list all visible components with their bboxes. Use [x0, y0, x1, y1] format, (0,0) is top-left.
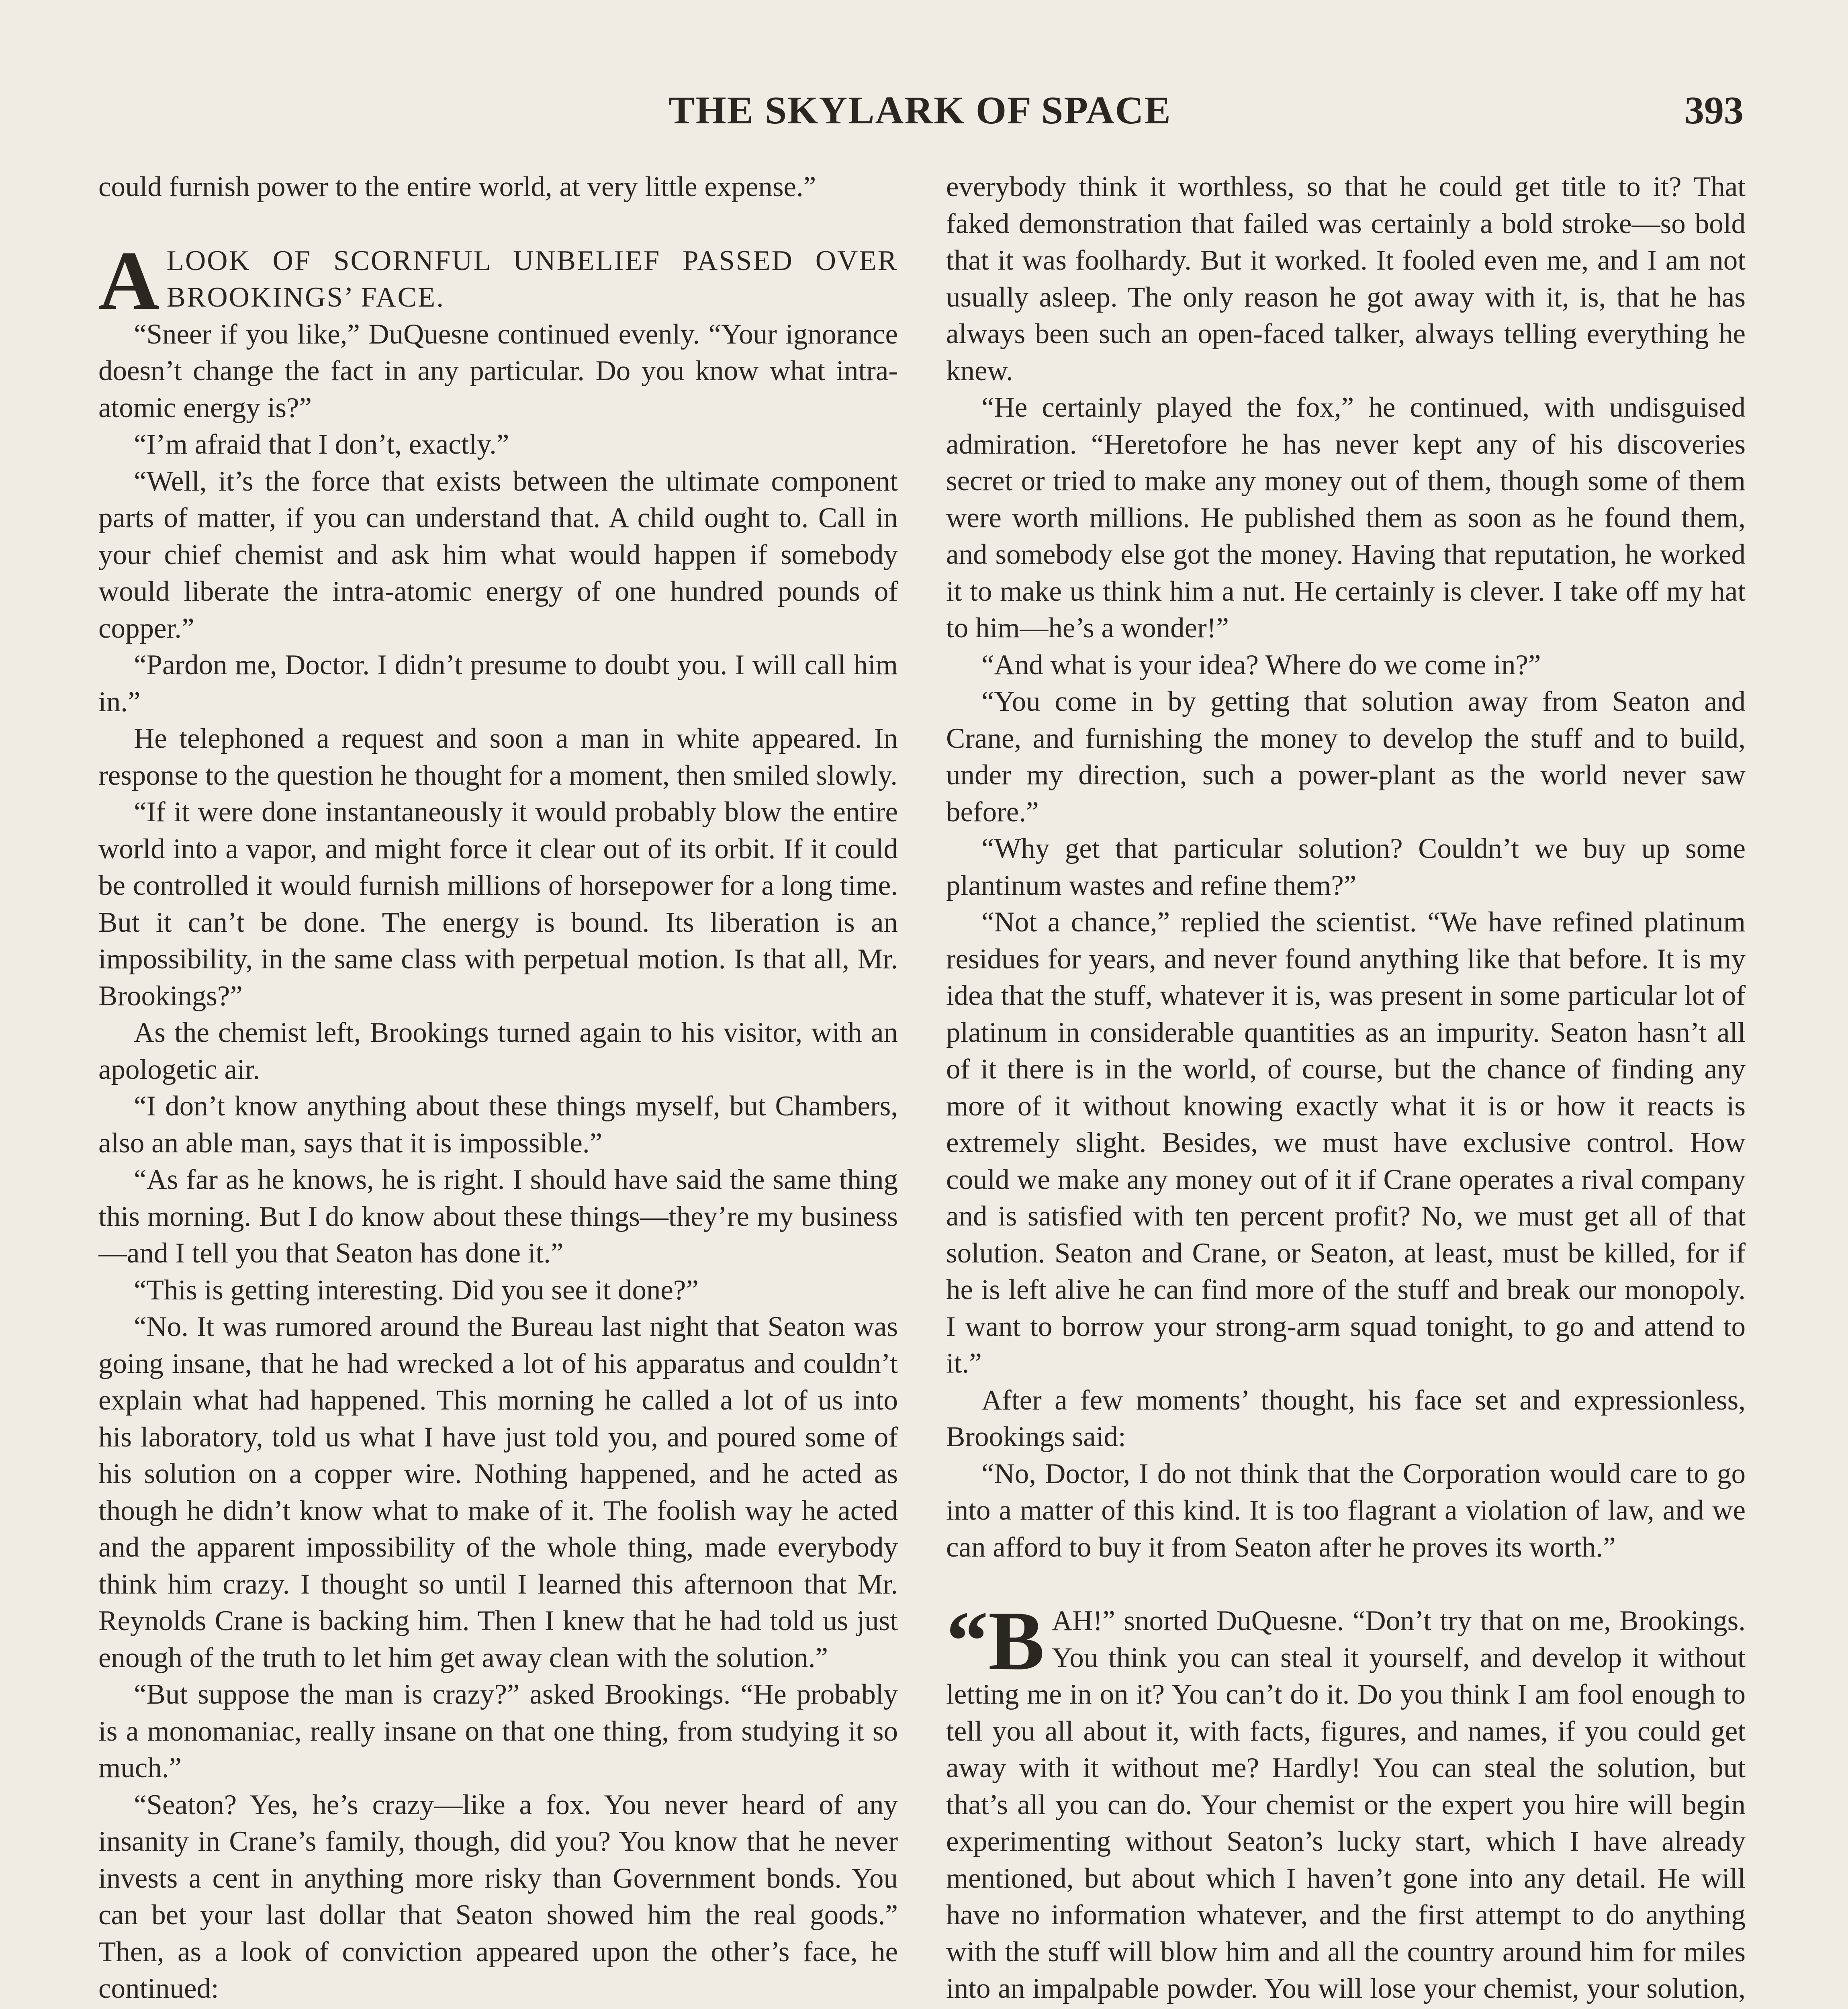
paragraph: “I’m afraid that I don’t, exactly.”	[134, 429, 509, 460]
paragraph: After a few moments’ thought, his face set and expressionless, Brookings said:	[946, 1384, 1746, 1453]
right-column	[946, 169, 1746, 2009]
paragraph: everybody think it worthless, so that he could get title to it? That faked demonstration that failed was certainly a bold stroke—so bold that it was foolhardy. But it worked. It fooled even me, and I am not usually asleep. The only reason he got away with it, is, that he has always been such an open-faced talker, always telling everything he knew.	[946, 171, 1746, 387]
paragraph: “Well, it’s the force that exists between the ultimate component parts of matter, if you can understand that. A child ought to. Call in your chief chemist and ask him what would happen if somebody would liberate the intra-atomic energy of one hundred pounds of copper.”	[98, 465, 898, 644]
paragraph: “Sneer if you like,” DuQuesne continued evenly. “Your ignorance doesn’t change the fact in any particular. Do you know what intra-atomic energy is?”	[98, 318, 898, 423]
paragraph: “No. It was rumored around the Bureau last night that Seaton was going insane, that he had wrecked a lot of his apparatus and couldn’t explain what had happened. This morning he called a lot of us into his laboratory, told us what I have just told you, and poured some of his solution on a copper wire. Nothing happened, and he acted as though he didn’t know what to make of it. The foolish way he acted and the apparent impossibility of the whole thing, made everybody think him crazy. I thought so until I learned this afternoon that Mr. Reynolds Crane is backing him. Then I knew that he had told us just enough of the truth to let him get away clean with the solution.”	[98, 1311, 898, 1673]
paragraph: He telephoned a request and soon a man in white appeared. In response to the question he thought for a moment, then smiled slowly.	[98, 723, 898, 791]
paragraph: “You come in by getting that solution away from Seaton and Crane, and furnishing the money to develop the stuff and to build, under my direction, such a power-plant as the world never saw before.”	[946, 686, 1746, 828]
paragraph: “But suppose the man is crazy?” asked Brookings. “He probably is a monomaniac, really insane on that one thing, from studying it so much.”	[98, 1679, 898, 1784]
left-column	[98, 169, 898, 2009]
paragraph: “If it were done instantaneously it would probably blow the entire world into a vapor, and might force it clear out of its orbit. If it could be controlled it would furnish millions of horsepower for a long time. But it can’t be done. The energy is bound. Its liberation is an impossibility, in the same class with perpetual motion. Is that all, Mr. Brookings?”	[98, 796, 898, 1012]
section-opening-paragraph	[946, 1594, 1746, 2009]
page-header	[96, 80, 1744, 141]
drop-cap: A	[98, 234, 159, 327]
paragraph: “I don’t know anything about these things myself, but Chambers, also an able man, says that it is impossible.”	[98, 1090, 898, 1159]
paragraph: “Why get that particular solution? Couldn’t we buy up some plantinum wastes and refine them?”	[946, 833, 1746, 901]
paragraph-text: LOOK OF SCORNFUL UNBELIEF PASSED OVER BROOKINGS’ FACE.	[166, 245, 898, 313]
paragraph: “No, Doctor, I do not think that the Corporation would care to go into a matter of this kind. It is too flagrant a violation of law, and we can afford to buy it from Seaton after he proves its worth.”	[946, 1458, 1746, 1563]
paragraph: could furnish power to the entire world, at very little expense.”	[98, 171, 816, 203]
paragraph	[98, 2007, 898, 2009]
paragraph: “And what is your idea? Where do we come in?”	[981, 649, 1541, 681]
paragraph: “Seaton? Yes, he’s crazy—like a fox. You never heard of any insanity in Crane’s family, though, did you? You know that he never invests a cent in anything more risky than Government bonds. You can bet your last dollar that Seaton showed him the real goods.” Then, as a look of conviction appeared upon the other’s face, he continued:	[98, 1789, 898, 2004]
page-number: 393	[1684, 89, 1744, 132]
paragraph: “This is getting interesting. Did you see it done?”	[134, 1274, 699, 1306]
drop-cap: “B	[946, 1594, 1045, 1688]
section-opening-paragraph	[98, 234, 898, 327]
paragraph: As the chemist left, Brookings turned again to his visitor, with an apologetic air.	[98, 1017, 898, 1085]
paragraph: “Pardon me, Doctor. I didn’t presume to doubt you. I will call him in.”	[98, 649, 898, 718]
running-title: THE SKYLARK OF SPACE	[668, 89, 1171, 132]
paragraph: “Not a chance,” replied the scientist. “We have refined platinum residues for years, and never found anything like that before. It is my idea that the stuff, whatever it is, was present in some particular lot of platinum in considerable quantities as an impurity. Seaton hasn’t all of it there is in the world, of course, but the chance of finding any more of it without knowing exactly what it is or how it reacts is extremely slight. Besides, we must have exclusive control. How could we make any money out of it if Crane operates a rival company and is satisfied with ten percent profit? No, we must get all of that solution. Seaton and Crane, or Seaton, at least, must be killed, for if he is left alive he can find more of the stuff and break our monopoly. I want to borrow your strong-arm squad tonight, to go and attend to it.”	[946, 906, 1746, 1379]
paragraph-text: AH!” snorted DuQuesne. “Don’t try that on me, Brookings. You think you can steal it yourself, and develop it without letting me in on it? You can’t do it. Do you think I am fool enough to tell you all about it, with facts, figures, and names, if you could get away with it without me? Hardly! You can steal the solution, but that’s all you can do. Your chemist or the expert you hire will begin experimenting without Seaton’s lucky start, which I have already mentioned, but about which I haven’t gone into any detail. He will have no information whatever, and the first attempt to do anything with the stuff will blow him and all the country around him for miles into an impalpable powder. You will lose your chemist, your solution,	[946, 1605, 1746, 2004]
paragraph: “He certainly played the fox,” he continued, with undisguised admiration. “Heretofore he has never kept any of his discoveries secret or tried to make any money out of them, though some of them were worth millions. He published them as soon as he found them, and somebody else got the money. Having that reputation, he worked it to make us think him a nut. He certainly is clever. I take off my hat to him—he’s a wonder!”	[946, 392, 1746, 644]
paragraph: “As far as he knows, he is right. I should have said the same thing this morning. But I do know about these things—they’re my business—and I tell you that Seaton has done it.”	[98, 1164, 898, 1269]
